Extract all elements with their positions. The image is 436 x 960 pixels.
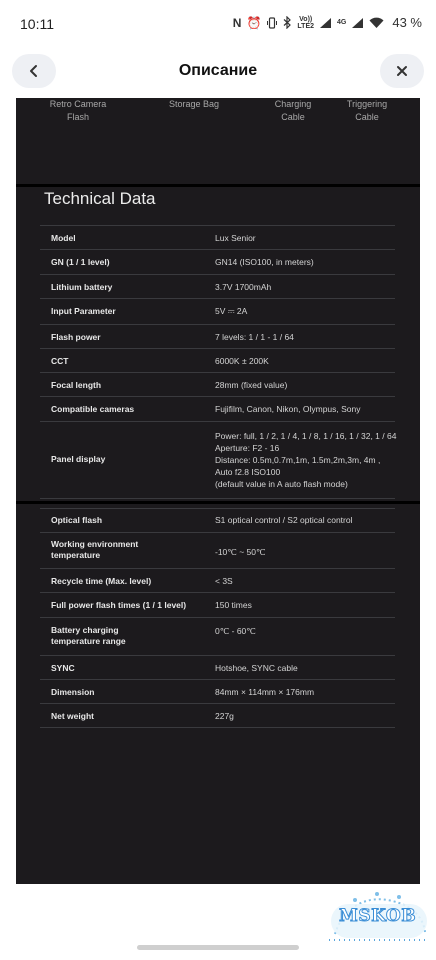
status-time: 10:11 (20, 16, 54, 32)
accessory-item: Triggering Cable (346, 99, 388, 122)
accessory-item: Storage Bag (168, 99, 220, 109)
table-row: Flash power 7 levels: 1 / 1 - 1 / 64 (40, 324, 395, 348)
table-row: Optical flash S1 optical control / S2 optical control (40, 508, 395, 532)
signal-icon (319, 17, 332, 29)
table-row: Compatible cameras Fujifilm, Canon, Nikon, Olympus, Sony (40, 396, 395, 421)
watermark-text: MSKOB (339, 906, 417, 926)
table-row: Input Parameter 5V ⎓ 2A (40, 298, 395, 324)
header (0, 46, 436, 98)
table-row: CCT 6000K ± 200K (40, 348, 395, 372)
4g-icon: 4G (337, 19, 347, 26)
vibrate-icon (266, 17, 278, 29)
tech-title: Technical Data (44, 189, 156, 208)
table-row: Panel display Power: full, 1 / 2, 1 / 4, 1 / 8, 1 / 16, 1 / 32, 1 / 64 Aperture: F2 - 16 Distance: 0.5m,0.7m,1m, 1.5m,2m,3m, 4m , Auto f2.8 ISO100 (default value in A auto flash mode) (40, 421, 395, 499)
battery-level: 43 % (392, 15, 422, 30)
home-indicator[interactable] (137, 945, 299, 950)
status-bar (0, 0, 436, 46)
table-row: GN (1 / 1 level) GN14 (ISO100, in meters) (40, 249, 395, 273)
page-title: Описание (178, 62, 258, 79)
table-row: Battery charging temperature range 0℃ - 60℃ (40, 617, 395, 655)
table-row: Lithium battery 3.7V 1700mAh (40, 274, 395, 298)
table-row: SYNC Hotshoe, SYNC cable (40, 655, 395, 679)
close-button[interactable] (380, 54, 424, 88)
table-row: Focal length 28mm (fixed value) (40, 372, 395, 396)
alarm-icon: ⏰ (246, 15, 262, 30)
accessory-item: Charging Cable (274, 99, 312, 122)
wifi-icon (369, 17, 384, 29)
nfc-icon: N (232, 15, 242, 30)
signal-icon (351, 17, 364, 29)
table-row: Full power flash times (1 / 1 level) 150 times (40, 592, 395, 617)
table-row: Net weight 227g (40, 703, 395, 728)
status-icons (233, 15, 422, 30)
bluetooth-icon (283, 16, 292, 29)
description-content[interactable] (16, 98, 420, 884)
table-row: Model Lux Senior (40, 225, 395, 249)
mskob-watermark (325, 888, 429, 950)
volte-lte2-icon: Vo)) LTE2 (297, 15, 315, 30)
table-row: Working environment temperature -10℃ ~ 50℃ (40, 532, 395, 568)
table-row: Recycle time (Max. level) < 3S (40, 568, 395, 592)
accessory-item: Retro Camera Flash (49, 99, 107, 122)
table-row: Dimension 84mm × 114mm × 176mm (40, 679, 395, 703)
close-icon (396, 65, 408, 77)
